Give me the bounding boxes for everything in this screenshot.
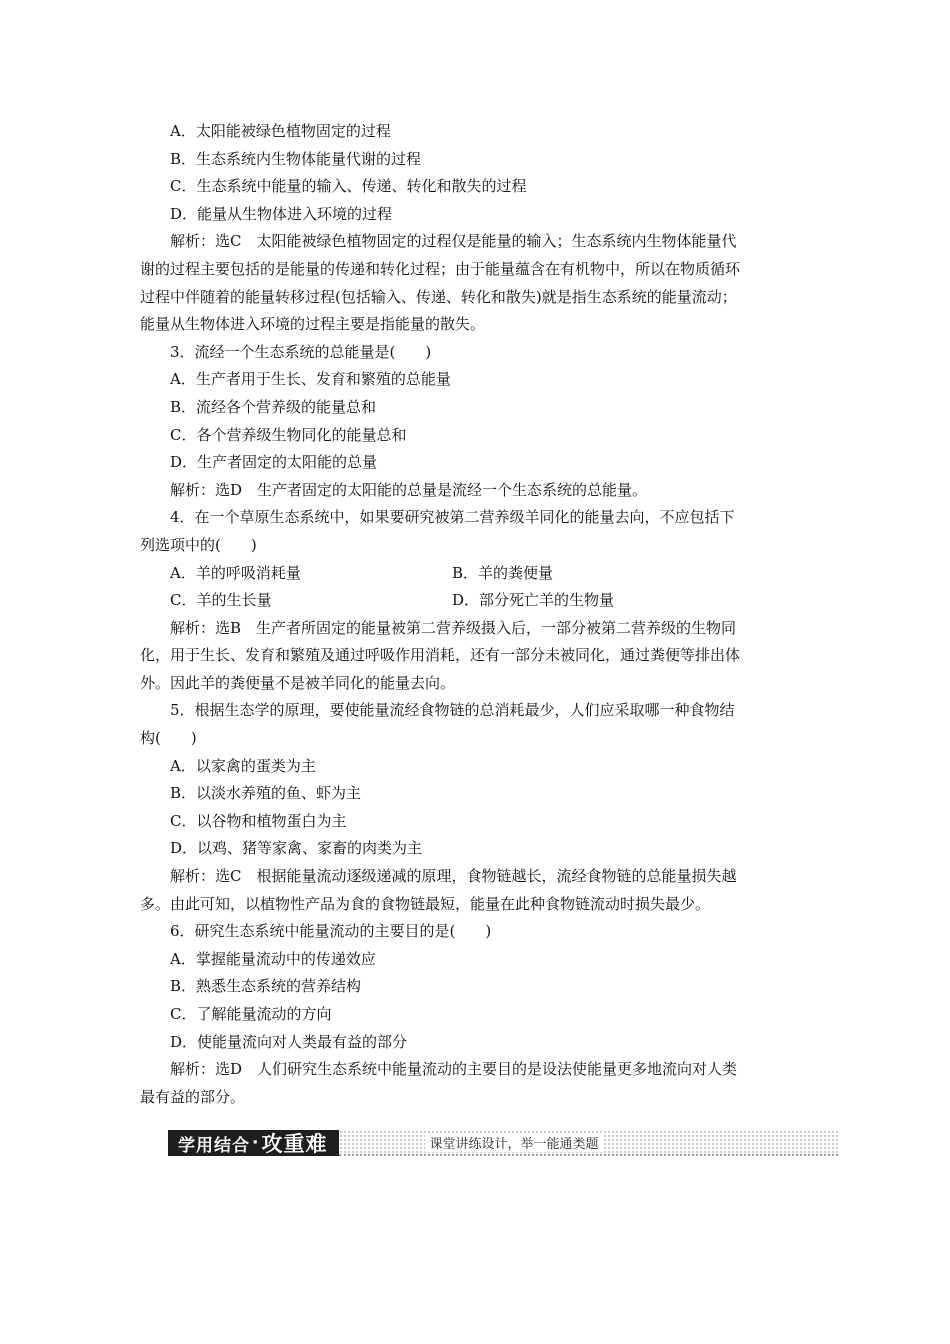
q4-option-b: B．羊的粪便量 [452, 563, 554, 582]
banner-title-part1: 学用结合 [178, 1135, 250, 1156]
q4-analysis-line: 解析：选B 生产者所固定的能量被第二营养级摄入后，一部分被第二营养级的生物同 [170, 618, 737, 637]
q5-analysis-line: 多。由此可知，以植物性产品为食的食物链最短，能量在此种食物链流动时损失最少。 [140, 894, 711, 913]
q2-analysis-line: 谢的过程主要包括的是能量的传递和转化过程；由于能量蕴含在有机物中，所以在物质循环 [140, 259, 741, 278]
q5-analysis-line: 解析：选C 根据能量流动逐级递减的原理，食物链越长，流经食物链的总能量损失越 [170, 867, 737, 886]
q6-analysis-line: 解析：选D 人们研究生态系统中能量流动的主要目的是设法使能量更多地流向对人类 [170, 1060, 738, 1079]
q5-stem-line: 构( ) [140, 729, 197, 748]
q4-option-c: C．羊的生长量 [170, 591, 272, 610]
q5-option-a: A．以家禽的蛋类为主 [170, 756, 316, 775]
q5-option-d: D．以鸡、猪等家禽、家畜的肉类为主 [170, 839, 423, 858]
q3-option-a: A．生产者用于生长、发育和繁殖的总能量 [170, 370, 451, 389]
banner-title-part2: 攻重难 [261, 1132, 328, 1156]
q6-option-d: D．使能量流向对人类最有益的部分 [170, 1032, 408, 1051]
q3-option-b: B．流经各个营养级的能量总和 [170, 397, 377, 416]
q3-option-c: C．各个营养级生物同化的能量总和 [170, 425, 407, 444]
q4-option-d: D．部分死亡羊的生物量 [452, 591, 615, 610]
q4-options-row [140, 587, 812, 615]
q5-stem-line: 5．根据生态学的原理，要使能量流经食物链的总消耗最少，人们应采取哪一种食物结 [170, 701, 735, 720]
q6-analysis-line: 最有益的部分。 [140, 1087, 246, 1106]
q4-stem-line: 4．在一个草原生态系统中，如果要研究被第二营养级羊同化的能量去向，不应包括下 [170, 508, 735, 527]
q4-option-a: A．羊的呼吸消耗量 [170, 563, 301, 582]
banner-title [168, 1130, 339, 1156]
q3-analysis: 解析：选D 生产者固定的太阳能的总量是流经一个生态系统的总能量。 [170, 480, 648, 499]
q2-option-b: B．生态系统内生物体能量代谢的过程 [170, 149, 422, 168]
q2-option-c: C．生态系统中能量的输入、传递、转化和散失的过程 [170, 177, 527, 196]
q4-options-row [140, 560, 812, 588]
q2-analysis-line: 能量从生物体进入环境的过程主要是指能量的散失。 [140, 315, 486, 334]
q2-analysis-line: 过程中伴随着的能量转移过程(包括输入、传递、转化和散失)就是指生态系统的能量流动； [140, 287, 737, 306]
q5-option-b: B．以淡水养殖的鱼、虾为主 [170, 784, 362, 803]
q6-stem: 6．研究生态系统中能量流动的主要目的是( ) [170, 922, 492, 941]
q4-analysis-line: 外。因此羊的粪便量不是被羊同化的能量去向。 [140, 673, 456, 692]
q2-option-d: D．能量从生物体进入环境的过程 [170, 204, 393, 223]
q2-option-a: A．太阳能被绿色植物固定的过程 [170, 122, 391, 140]
q2-analysis-line: 解析：选C 太阳能被绿色植物固定的过程仅是能量的输入；生态系统内生物体能量代 [170, 232, 737, 251]
document-body [140, 118, 812, 1111]
q4-stem-line: 列选项中的( ) [140, 535, 257, 554]
banner-subtitle-strip [339, 1130, 838, 1156]
q6-option-a: A．掌握能量流动中的传递效应 [170, 949, 376, 968]
q4-analysis-line: 化，用于生长、发育和繁殖及通过呼吸作用消耗，还有一部分未被同化，通过粪便等排出体 [140, 646, 741, 665]
banner-subtitle: 课堂讲练设计，举一能通类题 [425, 1133, 602, 1152]
q5-option-c: C．以谷物和植物蛋白为主 [170, 811, 347, 830]
q3-stem: 3．流经一个生态系统的总能量是( ) [170, 342, 432, 361]
q6-option-c: C．了解能量流动的方向 [170, 1005, 332, 1023]
section-banner [168, 1130, 838, 1156]
q3-option-d: D．生产者固定的太阳能的总量 [170, 453, 378, 472]
q6-option-b: B．熟悉生态系统的营养结构 [170, 977, 362, 996]
banner-title-dot: · [252, 1133, 260, 1153]
